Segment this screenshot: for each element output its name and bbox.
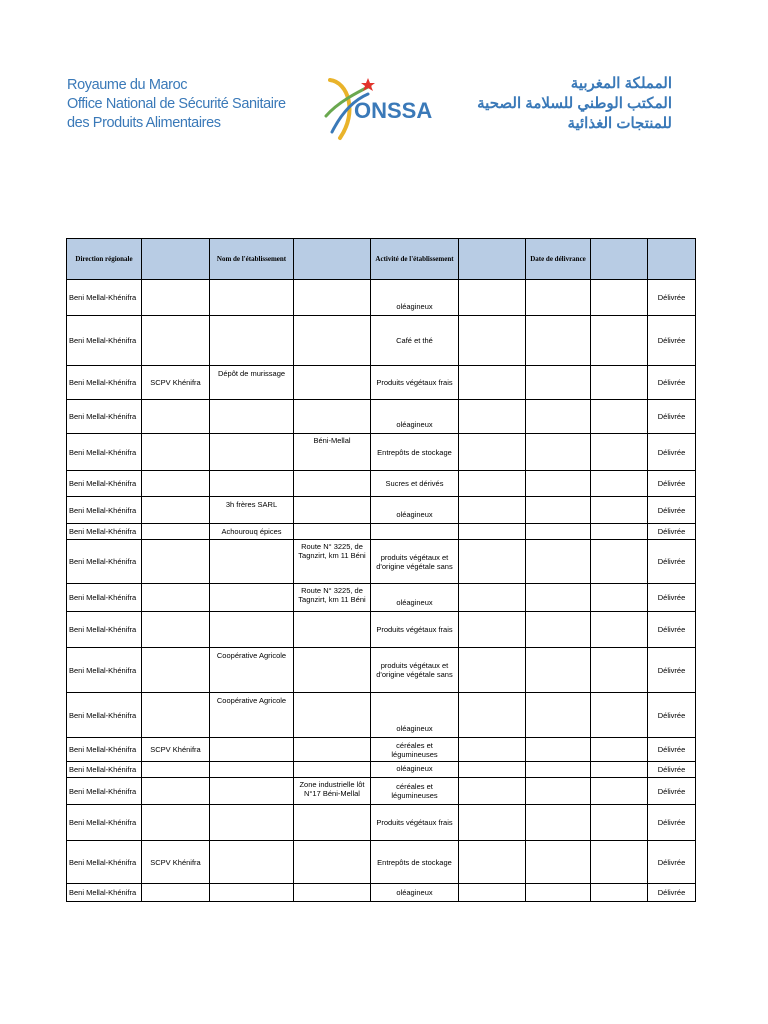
empty-cell <box>591 778 648 805</box>
date-cell <box>526 316 591 366</box>
region-cell: Beni Mellal-Khénifra <box>67 497 142 524</box>
table-row <box>67 693 696 738</box>
region-cell: Beni Mellal-Khénifra <box>67 612 142 648</box>
column-header: Direction régionale <box>67 239 142 280</box>
date-cell <box>526 648 591 693</box>
table-row <box>67 471 696 497</box>
empty-cell <box>591 316 648 366</box>
empty-cell <box>591 540 648 584</box>
region-cell: Beni Mellal-Khénifra <box>67 778 142 805</box>
table-row <box>67 612 696 648</box>
establishment-name-cell <box>210 434 294 471</box>
unit-cell <box>142 280 210 316</box>
empty-cell <box>459 366 526 400</box>
activity-cell: Café et thé <box>371 316 459 366</box>
table-row <box>67 805 696 841</box>
address-cell <box>294 612 371 648</box>
region-cell: Beni Mellal-Khénifra <box>67 524 142 540</box>
date-cell <box>526 693 591 738</box>
status-cell: Délivrée <box>648 612 696 648</box>
date-cell <box>526 841 591 884</box>
empty-cell <box>459 612 526 648</box>
logo-text: ONSSA <box>354 98 433 123</box>
region-cell: Beni Mellal-Khénifra <box>67 762 142 778</box>
empty-cell <box>459 584 526 612</box>
address-cell: Béni-Mellal <box>294 434 371 471</box>
table-row <box>67 841 696 884</box>
address-cell <box>294 316 371 366</box>
table-row <box>67 497 696 524</box>
unit-cell: SCPV Khénifra <box>142 841 210 884</box>
unit-cell <box>142 762 210 778</box>
address-cell <box>294 366 371 400</box>
establishment-name-cell <box>210 884 294 902</box>
status-cell: Délivrée <box>648 524 696 540</box>
products-line: des Produits Alimentaires <box>67 115 221 131</box>
establishment-name-cell <box>210 316 294 366</box>
column-header <box>142 239 210 280</box>
activity-cell: oléagineux <box>371 280 459 316</box>
activity-cell: Produits végétaux frais <box>371 612 459 648</box>
date-cell <box>526 366 591 400</box>
region-cell: Beni Mellal-Khénifra <box>67 471 142 497</box>
unit-cell <box>142 471 210 497</box>
status-cell: Délivrée <box>648 805 696 841</box>
date-cell <box>526 884 591 902</box>
status-cell: Délivrée <box>648 540 696 584</box>
empty-cell <box>591 884 648 902</box>
establishment-name-cell: Achourouq épices <box>210 524 294 540</box>
empty-cell <box>459 778 526 805</box>
column-header: Nom de l'établissement <box>210 239 294 280</box>
empty-cell <box>591 738 648 762</box>
empty-cell <box>591 693 648 738</box>
kingdom-line: Royaume du Maroc <box>67 77 188 93</box>
region-cell: Beni Mellal-Khénifra <box>67 805 142 841</box>
establishment-name-cell: Dépôt de murissage <box>210 366 294 400</box>
establishment-name-cell <box>210 805 294 841</box>
table-row <box>67 778 696 805</box>
establishment-name-cell <box>210 280 294 316</box>
unit-cell <box>142 778 210 805</box>
table-row <box>67 400 696 434</box>
status-cell: Délivrée <box>648 841 696 884</box>
activity-cell: produits végétaux et d'origine végétale sans <box>371 540 459 584</box>
status-cell: Délivrée <box>648 884 696 902</box>
empty-cell <box>591 841 648 884</box>
empty-cell <box>591 805 648 841</box>
activity-cell: Entrepôts de stockage <box>371 434 459 471</box>
table-row <box>67 280 696 316</box>
establishment-name-cell <box>210 540 294 584</box>
date-cell <box>526 434 591 471</box>
establishment-name-cell <box>210 400 294 434</box>
date-cell <box>526 471 591 497</box>
empty-cell <box>591 584 648 612</box>
region-cell: Beni Mellal-Khénifra <box>67 841 142 884</box>
status-cell: Délivrée <box>648 434 696 471</box>
empty-cell <box>591 366 648 400</box>
empty-cell <box>591 497 648 524</box>
table-header-row <box>67 239 696 280</box>
activity-cell: Produits végétaux frais <box>371 805 459 841</box>
region-cell: Beni Mellal-Khénifra <box>67 434 142 471</box>
unit-cell <box>142 805 210 841</box>
status-cell: Délivrée <box>648 738 696 762</box>
address-cell <box>294 884 371 902</box>
region-cell: Beni Mellal-Khénifra <box>67 738 142 762</box>
empty-cell <box>591 612 648 648</box>
establishments-table <box>66 238 696 902</box>
unit-cell <box>142 693 210 738</box>
empty-cell <box>591 434 648 471</box>
establishment-name-cell: Coopérative Agricole <box>210 693 294 738</box>
address-cell <box>294 693 371 738</box>
status-cell: Délivrée <box>648 778 696 805</box>
empty-cell <box>459 841 526 884</box>
table-row <box>67 584 696 612</box>
header-left <box>67 76 286 133</box>
establishment-name-cell: 3h frères SARL <box>210 497 294 524</box>
status-cell: Délivrée <box>648 762 696 778</box>
empty-cell <box>459 471 526 497</box>
unit-cell <box>142 400 210 434</box>
address-cell <box>294 648 371 693</box>
empty-cell <box>459 762 526 778</box>
empty-cell <box>459 540 526 584</box>
date-cell <box>526 280 591 316</box>
unit-cell <box>142 497 210 524</box>
activity-cell: Sucres et dérivés <box>371 471 459 497</box>
status-cell: Délivrée <box>648 471 696 497</box>
empty-cell <box>591 400 648 434</box>
unit-cell <box>142 316 210 366</box>
region-cell: Beni Mellal-Khénifra <box>67 540 142 584</box>
region-cell: Beni Mellal-Khénifra <box>67 584 142 612</box>
column-header <box>648 239 696 280</box>
status-cell: Délivrée <box>648 497 696 524</box>
activity-cell: produits végétaux et d'origine végétale sans <box>371 648 459 693</box>
date-cell <box>526 524 591 540</box>
date-cell <box>526 762 591 778</box>
activity-cell: Produits végétaux frais <box>371 366 459 400</box>
unit-cell <box>142 884 210 902</box>
empty-cell <box>459 648 526 693</box>
column-header <box>591 239 648 280</box>
status-cell: Délivrée <box>648 400 696 434</box>
region-cell: Beni Mellal-Khénifra <box>67 400 142 434</box>
unit-cell <box>142 612 210 648</box>
establishment-name-cell <box>210 762 294 778</box>
empty-cell <box>459 524 526 540</box>
date-cell <box>526 400 591 434</box>
unit-cell: SCPV Khénifra <box>142 738 210 762</box>
status-cell: Délivrée <box>648 316 696 366</box>
address-cell <box>294 841 371 884</box>
address-cell <box>294 280 371 316</box>
table-row <box>67 738 696 762</box>
address-cell <box>294 471 371 497</box>
date-cell <box>526 612 591 648</box>
region-cell: Beni Mellal-Khénifra <box>67 366 142 400</box>
unit-cell <box>142 584 210 612</box>
activity-cell: oléagineux <box>371 584 459 612</box>
address-cell <box>294 400 371 434</box>
address-cell <box>294 762 371 778</box>
column-header <box>294 239 371 280</box>
activity-cell: oléagineux <box>371 762 459 778</box>
empty-cell <box>591 648 648 693</box>
status-cell: Délivrée <box>648 280 696 316</box>
date-cell <box>526 497 591 524</box>
column-header: Date de délivrance <box>526 239 591 280</box>
empty-cell <box>459 280 526 316</box>
empty-cell <box>459 738 526 762</box>
table-row <box>67 366 696 400</box>
empty-cell <box>459 497 526 524</box>
status-cell: Délivrée <box>648 693 696 738</box>
status-cell: Délivrée <box>648 366 696 400</box>
column-header: Activité de l'établissement <box>371 239 459 280</box>
status-cell: Délivrée <box>648 648 696 693</box>
header-right <box>477 74 672 134</box>
establishment-name-cell <box>210 471 294 497</box>
address-cell <box>294 497 371 524</box>
empty-cell <box>591 762 648 778</box>
status-cell: Délivrée <box>648 584 696 612</box>
empty-cell <box>459 693 526 738</box>
unit-cell <box>142 648 210 693</box>
unit-cell <box>142 524 210 540</box>
date-cell <box>526 778 591 805</box>
activity-cell: oléagineux <box>371 884 459 902</box>
empty-cell <box>591 471 648 497</box>
unit-cell <box>142 434 210 471</box>
establishment-name-cell <box>210 738 294 762</box>
establishment-name-cell <box>210 778 294 805</box>
empty-cell <box>459 884 526 902</box>
table-row <box>67 434 696 471</box>
table-row <box>67 524 696 540</box>
date-cell <box>526 738 591 762</box>
activity-cell: céréales et légumineuses <box>371 778 459 805</box>
activity-cell: oléagineux <box>371 497 459 524</box>
address-cell <box>294 738 371 762</box>
activity-cell: oléagineux <box>371 400 459 434</box>
region-cell: Beni Mellal-Khénifra <box>67 648 142 693</box>
table-row <box>67 884 696 902</box>
address-cell: Route N° 3225, de Tagnzirt, km 11 Béni <box>294 540 371 584</box>
establishment-name-cell <box>210 841 294 884</box>
address-cell <box>294 524 371 540</box>
date-cell <box>526 584 591 612</box>
empty-cell <box>459 805 526 841</box>
region-cell: Beni Mellal-Khénifra <box>67 693 142 738</box>
empty-cell <box>459 316 526 366</box>
kingdom-line-ar: المملكة المغربية <box>570 75 672 92</box>
unit-cell: SCPV Khénifra <box>142 366 210 400</box>
establishment-name-cell <box>210 584 294 612</box>
table-row <box>67 316 696 366</box>
unit-cell <box>142 540 210 584</box>
table-row <box>67 540 696 584</box>
activity-cell: Entrepôts de stockage <box>371 841 459 884</box>
office-line: Office National de Sécurité Sanitaire <box>67 96 286 112</box>
establishment-name-cell <box>210 612 294 648</box>
date-cell <box>526 805 591 841</box>
column-header <box>459 239 526 280</box>
region-cell: Beni Mellal-Khénifra <box>67 280 142 316</box>
table-row <box>67 762 696 778</box>
address-cell <box>294 805 371 841</box>
activity-cell <box>371 524 459 540</box>
date-cell <box>526 540 591 584</box>
table-body <box>67 280 696 902</box>
table-row <box>67 648 696 693</box>
activity-cell: céréales et légumineuses <box>371 738 459 762</box>
activity-cell: oléagineux <box>371 693 459 738</box>
empty-cell <box>591 524 648 540</box>
region-cell: Beni Mellal-Khénifra <box>67 316 142 366</box>
empty-cell <box>459 434 526 471</box>
empty-cell <box>459 400 526 434</box>
office-line-ar: المكتب الوطني للسلامة الصحية <box>477 95 672 112</box>
address-cell: Zone industrielle lôt N°17 Béni-Mellal <box>294 778 371 805</box>
empty-cell <box>591 280 648 316</box>
region-cell: Beni Mellal-Khénifra <box>67 884 142 902</box>
onssa-logo <box>318 72 468 144</box>
products-line-ar: للمنتجات الغذائية <box>567 115 672 132</box>
establishment-name-cell: Coopérative Agricole <box>210 648 294 693</box>
address-cell: Route N° 3225, de Tagnzirt, km 11 Béni <box>294 584 371 612</box>
